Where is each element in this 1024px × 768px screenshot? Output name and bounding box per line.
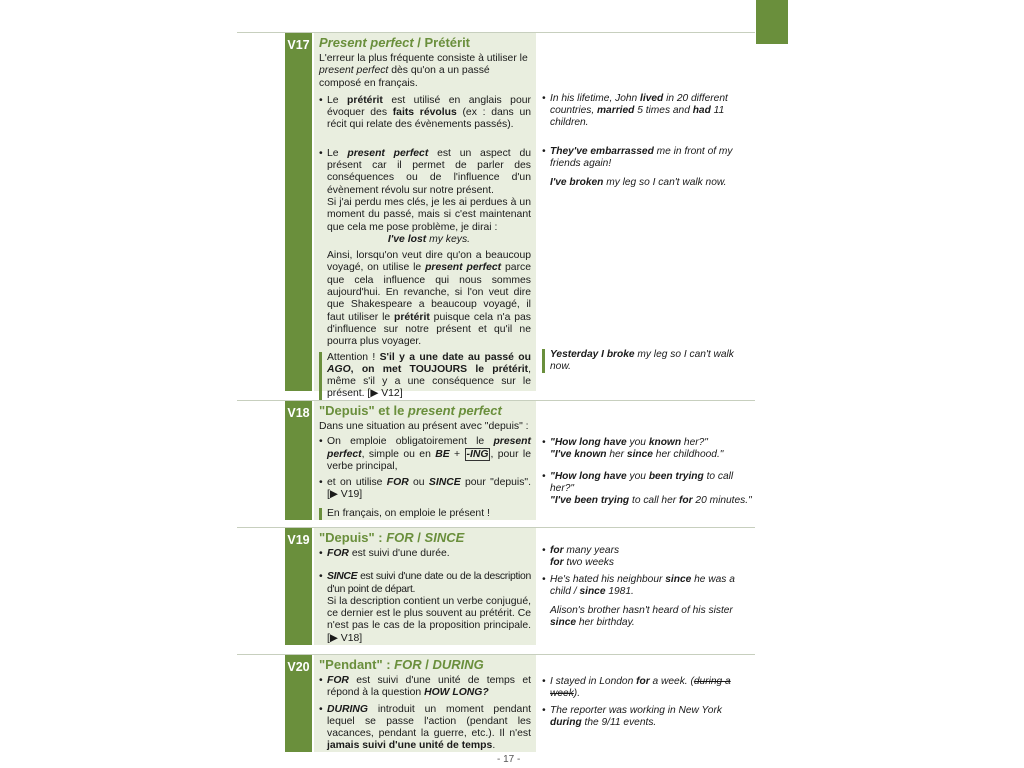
example: Yesterday I broke my leg so I can't walk now. [542, 349, 756, 373]
intro-text: L'erreur la plus fréquente consiste à utiliser le present perfect dès qu'on a un passé composé en français. [319, 53, 528, 89]
page-number: - 17 - [497, 754, 521, 765]
arrow-icon: ▶ [370, 388, 379, 400]
rule-bullet: • Le prétérit est utilisé en anglais pour évoquer des faits révolus (ex : dans un récit qui relate des évènements passés). [319, 95, 531, 132]
section-title: "Depuis" et le present perfect [319, 403, 502, 418]
rule-bullet: • DURING introduit un moment pendant lequel se passe l'action (pendant les vacances, pendant la guerre, etc.). Il n'est jamais suivi d'une unité de temps. [319, 704, 531, 753]
example: • In his lifetime, John lived in 20 different countries, married 5 times and had 11 children. [542, 93, 756, 129]
corner-tab [756, 0, 788, 44]
rule-paragraph: Ainsi, lorsqu'on veut dire qu'on a beaucoup voyagé, on utilise le present perfect parce que cela influence qui nous sommes aujourd'hui. En revanche, si l'on veut dire que Shakespeare a beaucoup voyagé, il faut utiliser le prétérit puisque cela n'a pas d'influence sur notre présent et qu'il ne pourra plus voyager. [327, 250, 531, 348]
example-column [542, 676, 756, 729]
rule-bullet: • SINCE est suivi d'une date ou de la description d'un point de départ. [319, 571, 531, 596]
section-title: Present perfect / Prétérit [319, 35, 471, 50]
rule-panel [314, 33, 536, 400]
rule-paragraph: Si la description contient un verbe conjugué, ce dernier est le plus souvent au prétérit. Ce n'est pas le cas de la proposition principale. [▶ V18] [327, 595, 531, 644]
rule-bullet: • Le present perfect est un aspect du présent car il permet de parler des conséquences ou de l'influence d'un évènement révolu sur notre présent. [319, 148, 531, 197]
rule-panel [314, 655, 536, 752]
rule-panel [314, 528, 536, 645]
arrow-icon: ▶ [329, 489, 338, 501]
example: • He's hated his neighbour since he was a child / since 1981. [542, 574, 756, 598]
rule-bullet: • On emploie obligatoirement le present perfect, simple ou en BE + -ING , pour le verbe principal, [319, 436, 531, 473]
example: • I stayed in London for a week. (during a week). [542, 676, 756, 700]
section-badge: V18 [285, 401, 312, 520]
rule-bullet: • FOR est suivi d'une durée. [319, 548, 531, 560]
section-title: "Depuis" : FOR / SINCE [319, 530, 465, 545]
example-column [542, 545, 756, 629]
example: • The reporter was working in New York during the 9/11 events. [542, 705, 756, 729]
rule-bullet: • FOR est suivi d'une unité de temps et répond à la question HOW LONG? [319, 675, 531, 700]
warning-note: Attention ! S'il y a une date au passé ou AGO, on met TOUJOURS le prétérit, même s'il y a une conséquence sur le présent. [▶ V12] [319, 352, 531, 401]
warning-note: En français, on emploie le présent ! [319, 508, 531, 520]
example: I've broken my leg so I can't walk now. [550, 177, 727, 188]
section-badge: V20 [285, 655, 312, 752]
example: • for many years for two weeks [542, 545, 756, 569]
example-column [542, 437, 756, 507]
rule-bullet: • et on utilise FOR ou SINCE pour "depuis". [▶ V19] [319, 477, 531, 502]
example: • "How long have you known her?" "I've known her since her childhood." [542, 437, 756, 461]
example: • "How long have you been trying to call her?" "I've been trying to call her for 20 minutes." [542, 471, 756, 507]
example: Alison's brother hasn't heard of his sister since her birthday. [550, 605, 733, 628]
intro-text: Dans une situation au présent avec "depuis" : [319, 421, 529, 432]
example-column [542, 93, 756, 373]
section-badge: V19 [285, 528, 312, 645]
rule-paragraph: Si j'ai perdu mes clés, je les ai perdues à un moment du passé, mais si c'est maintenant que cela me pose problème, je dirai : [327, 196, 531, 233]
section-badge: V17 [285, 33, 312, 391]
example: • They've embarrassed me in front of my friends again! [542, 146, 756, 170]
rule-panel [314, 401, 536, 520]
arrow-icon: ▶ [329, 632, 338, 644]
section-title: "Pendant" : FOR / DURING [319, 657, 484, 672]
rule-example: I've lost my keys. [387, 233, 471, 245]
